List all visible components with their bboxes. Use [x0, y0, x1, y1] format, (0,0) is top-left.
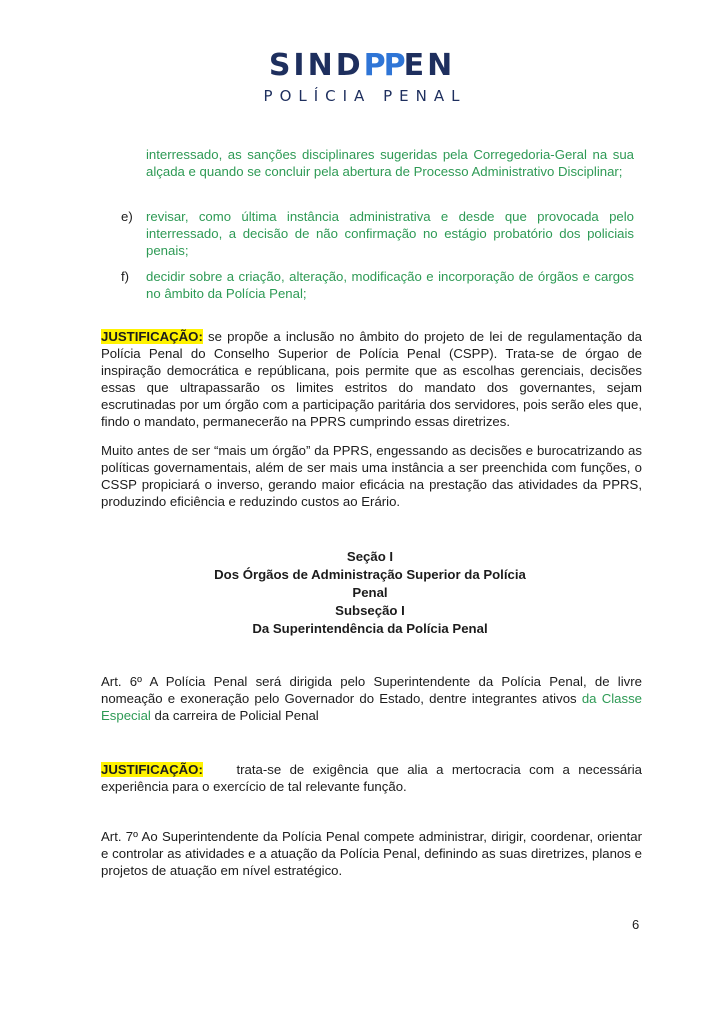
justificacao-paragraph-1: JUSTIFICAÇÃO: se propõe a inclusão no âmbito do projeto de lei de regulamentação da Polícia Penal do Conselho Superior de Polícia Penal (CSPP). Trata-se de órgao de inspiração democrática e repúblicana, pois permite que as escolhas gerenciais, decisões essas que ultrapassarão os limites estritos do mandato dos governantes, sejam escrutinadas por um órgão com a participação paritária dos servidores, pois serão eles que, findo o mandato, permanecerão na PPRS cumprindo essas diretrizes. — [101, 329, 642, 429]
item-e-text: revisar, como última instância administrativa e desde que provocada pelo interressado, a decisão de não confirmação no estágio probatório dos policiais penais; — [146, 209, 634, 258]
sindppen-logo — [0, 50, 724, 105]
item-e-marker: e) — [121, 209, 133, 224]
item-f-text: decidir sobre a criação, alteração, modificação e incorporação de órgãos e cargos no âmbito da Polícia Penal; — [146, 269, 634, 301]
item-f-marker: f) — [121, 269, 130, 284]
article-6: Art. 6º A Polícia Penal será dirigida pelo Superintendente da Polícia Penal, de livre nomeação e exoneração pelo Governador do Estado, dentre integrantes ativos da Classe Especial da carreira de Policial Penal — [101, 674, 642, 723]
section-heading: Seção I Dos Órgãos de Administração Superior da Polícia Penal Subseção I Da Superintendência da Polícia Penal — [214, 549, 526, 636]
logo-wordmark: SINDPPEN — [268, 48, 456, 83]
justificacao-paragraph-2: JUSTIFICAÇÃO: trata-se de exigência que alia a mertocracia com a necessária experiência para o exercício de tal relevante função. — [101, 762, 646, 794]
logo-subtitle: POLÍCIA PENAL — [263, 87, 467, 105]
page-number: 6 — [632, 917, 640, 932]
justificacao-label: JUSTIFICAÇÃO: — [101, 329, 203, 344]
item-d-continuation: interressado, as sanções disciplinares sugeridas pela Corregedoria-Geral na sua alçada e quando se concluir pela abertura de Processo Administrativo Disciplinar; — [146, 147, 634, 179]
justificacao-label-2: JUSTIFICAÇÃO: — [101, 762, 203, 777]
article-7: Art. 7º Ao Superintendente da Polícia Penal compete administrar, dirigir, coordenar, orientar e controlar as atividades e a atuação da Polícia Penal, definindo as suas diretrizes, planos e projetos de atuação em nível estratégico. — [101, 829, 642, 878]
paragraph-2: Muito antes de ser “mais um órgão” da PPRS, engessando as decisões e burocatrizando as políticas governamentais, além de ser mais uma instância a ser preenchida com funções, o CSSP propiciará o inverso, gerando maior eficácia na prestação das atividades da PPRS, produzindo eficiência e reduzindo custos ao Erário. — [101, 443, 642, 509]
